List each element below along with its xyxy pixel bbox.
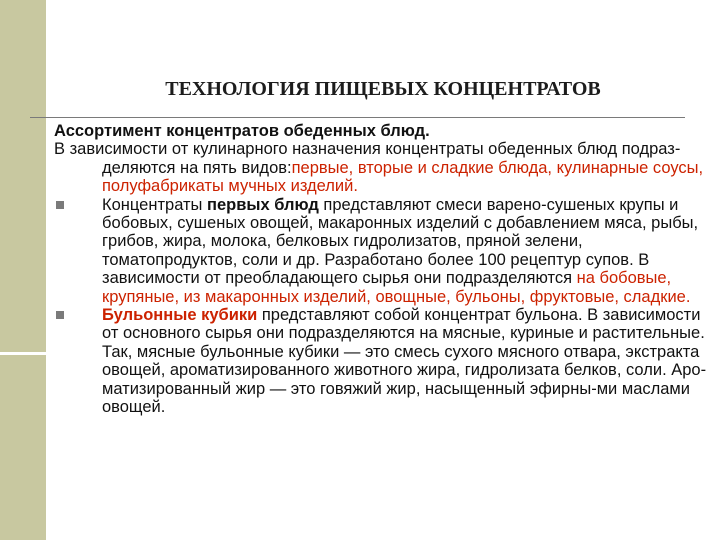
bullet2-bold: Бульонные кубики bbox=[102, 306, 258, 325]
square-bullet-icon bbox=[56, 311, 64, 319]
bullet-item-first-courses bbox=[54, 196, 716, 306]
intro-text: В зависимости от кулинарного назначения концентраты обеденных блюд подраз-деляются на пять видов: bbox=[54, 140, 681, 177]
bullet1-bold: первых блюд bbox=[207, 195, 319, 214]
intro-highlight: первые, вторые и сладкие блюда, кулинарные соусы, полуфабрикаты мучных изделий. bbox=[102, 158, 704, 196]
square-bullet-icon bbox=[56, 201, 64, 209]
side-band bbox=[0, 0, 46, 540]
slide-body bbox=[54, 122, 716, 417]
title-rule bbox=[30, 117, 685, 118]
bullet1-pre: Концентраты bbox=[102, 195, 208, 214]
intro-paragraph bbox=[54, 140, 716, 195]
bullet1-text: представляют смеси варено-сушеных крупы и бобовых, сушеных овощей, макаронных изделий с добавлением мяса, рыбы, грибов, жира, молока, белковых гидролизатов, пряной зелени, томатопродуктов, соли и др. Разработано более 100 рецептур супов. В зависимости от преобладающего сырья они подразделяются bbox=[102, 195, 699, 288]
lead-heading: Ассортимент концентратов обеденных блюд. bbox=[54, 122, 430, 140]
bullet1-highlight: на бобовые, крупяные, из макаронных изделий, овощные, бульоны, фруктовые, сладкие. bbox=[102, 269, 691, 306]
side-band-divider bbox=[0, 352, 46, 355]
slide-title: ТЕХНОЛОГИЯ ПИЩЕВЫХ КОНЦЕНТРАТОВ bbox=[165, 78, 601, 100]
bullet-item-bouillon-cubes bbox=[54, 306, 716, 416]
bullet2-text: представляют собой концентрат бульона. В зависимости от основного сырья они подразделяются на мясные, куриные и растительные. Так, мясные бульонные кубики — это смесь сухого мясного отвара, экстракта овощей, ароматизированного животного жира, гидролизата белков, соли. Аро-матизированный жир — это говяжий жир, насыщенный эфирны-ми маслами овощей. bbox=[102, 306, 707, 417]
